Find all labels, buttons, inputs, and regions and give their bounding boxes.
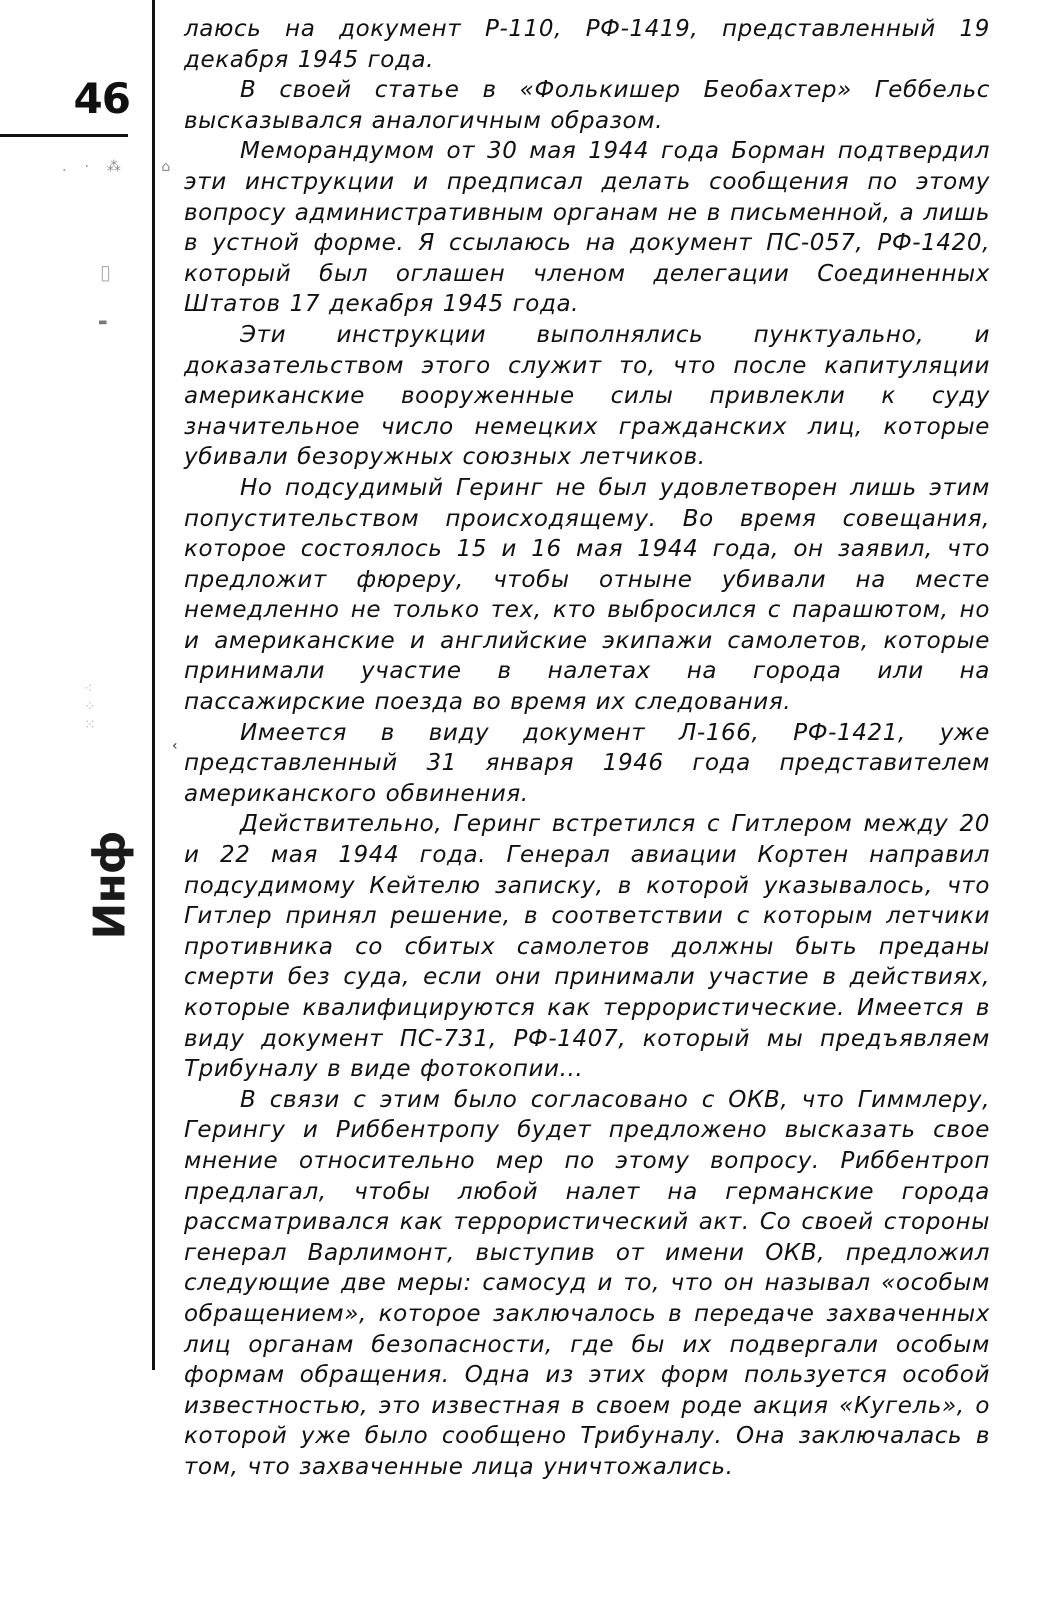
paragraph: Действительно, Геринг встретился с Гитлером между 20 и 22 мая 1944 года. Генерал авиации Кортен направил подсудимому Кейтелю записку, в которой указывалось, что Гитлер принял решение, в соответствии с которым летчики противника со сбитых самолетов должны быть преданы смерти без суда, если они принимали участие в действиях, которые квалифицируются как террористические. Имеется в виду документ ПС-731, РФ-1407, который мы предъявляем Трибуналу в виде фотокопии... xyxy=(184,811,990,1083)
side-section-title-text: Инф xyxy=(84,831,136,939)
body-text-column xyxy=(184,14,990,1483)
paragraph: В своей статье в «Фолькишер Беобахтер» Геббельс высказывался аналогичным образом. xyxy=(184,77,990,134)
paragraph: Но подсудимый Геринг не был удовлетворен лишь этим попустительством происходящему. Во время совещания, которое состоялось 15 и 16 мая 1944 года, он заявил, что предложит фюреру, чтобы отныне убивали на месте немедленно не только тех, кто выбросился с парашютом, но и американские и английские экипажи самолетов, которые принимали участие в налетах на города или на пассажирские поезда во время их следования. xyxy=(184,474,990,716)
margin-scan-artifact: ▯ xyxy=(100,260,112,284)
stray-margin-mark: ‹ xyxy=(172,738,178,754)
page-number: 46 xyxy=(73,74,130,123)
margin-scan-artifact: .·⁂ ⌂ xyxy=(62,159,189,175)
paragraph: Имеется в виду документ Л-166, РФ-1421, уже представленный 31 января 1946 года представителем американского обвинения. xyxy=(184,719,990,807)
page-number-underline xyxy=(0,134,128,137)
side-section-title xyxy=(80,820,140,950)
margin-scan-artifact: ▬ xyxy=(98,317,108,328)
paragraph: Эти инструкции выполнялись пунктуально, и доказательством этого служит то, что после капитуляции американские вооруженные силы привлекли к суду значительное число немецких гражданских лиц, которые убивали безоружных союзных летчиков. xyxy=(184,321,990,471)
paragraph: Меморандумом от 30 мая 1944 года Борман подтвердил эти инструкции и предписал делать сообщения по этому вопросу административным органам не в письменной, а лишь в устной форме. Я ссылаюсь на документ ПС-057, РФ-1420, который был оглашен членом делегации Соединенных Штатов 17 декабря 1945 года. xyxy=(184,138,990,318)
margin-scan-artifact: ⁖ ⁘ ⁙ xyxy=(84,681,96,733)
margin-vertical-rule xyxy=(152,0,155,1370)
paragraph: лаюсь на документ Р-110, РФ-1419, представленный 19 декабря 1945 года. xyxy=(184,16,990,73)
paragraph: В связи с этим было согласовано с ОКВ, что Гиммлеру, Герингу и Риббентропу будет предложено высказать свое мнение относительно мер по этому вопросу. Риббентроп предлагал, чтобы любой налет на германские города рассматривался как террористический акт. Со своей стороны генерал Варлимонт, выступив от имени ОКВ, предложил следующие две меры: самосуд и то, что он называл «особым обращением», которое заключалось в передаче захваченных лиц органам безопасности, где бы их подвергали особым формам обращения. Одна из этих форм пользуется особой известностью, это известная в своем роде акция «Кугель», о которой уже было сообщено Трибуналу. Она заключалась в том, что захваченные лица уничтожались. xyxy=(184,1086,990,1480)
